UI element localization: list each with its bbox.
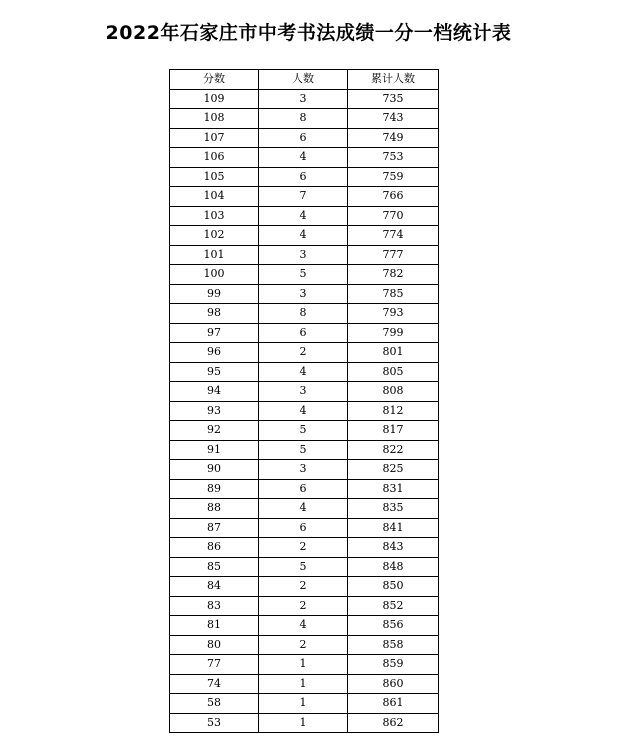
cell-count: 2 <box>259 596 348 616</box>
cell-score: 101 <box>170 245 259 265</box>
cell-score: 92 <box>170 421 259 441</box>
cell-score: 91 <box>170 440 259 460</box>
cell-count: 6 <box>259 128 348 148</box>
cell-count: 8 <box>259 109 348 129</box>
cell-score: 107 <box>170 128 259 148</box>
cell-cumulative: 856 <box>348 616 439 636</box>
table-row <box>170 518 439 538</box>
cell-cumulative: 808 <box>348 382 439 402</box>
cell-count: 3 <box>259 284 348 304</box>
cell-count: 5 <box>259 421 348 441</box>
cell-score: 94 <box>170 382 259 402</box>
cell-cumulative: 848 <box>348 557 439 577</box>
table-row <box>170 167 439 187</box>
cell-score: 109 <box>170 89 259 109</box>
cell-score: 77 <box>170 655 259 675</box>
score-distribution-table <box>169 69 439 733</box>
cell-count: 6 <box>259 323 348 343</box>
cell-count: 2 <box>259 577 348 597</box>
table-row <box>170 401 439 421</box>
cell-score: 106 <box>170 148 259 168</box>
cell-count: 4 <box>259 499 348 519</box>
table-row <box>170 206 439 226</box>
cell-count: 6 <box>259 479 348 499</box>
cell-cumulative: 843 <box>348 538 439 558</box>
cell-count: 8 <box>259 304 348 324</box>
cell-score: 96 <box>170 343 259 363</box>
cell-score: 80 <box>170 635 259 655</box>
cell-cumulative: 812 <box>348 401 439 421</box>
table-row <box>170 557 439 577</box>
cell-cumulative: 735 <box>348 89 439 109</box>
table-row <box>170 694 439 714</box>
table-row <box>170 655 439 675</box>
table-row <box>170 674 439 694</box>
cell-score: 105 <box>170 167 259 187</box>
cell-score: 58 <box>170 694 259 714</box>
cell-cumulative: 753 <box>348 148 439 168</box>
cell-score: 93 <box>170 401 259 421</box>
cell-cumulative: 858 <box>348 635 439 655</box>
cell-score: 84 <box>170 577 259 597</box>
cell-score: 74 <box>170 674 259 694</box>
cell-count: 2 <box>259 343 348 363</box>
table-row <box>170 265 439 285</box>
table-row <box>170 109 439 129</box>
cell-count: 1 <box>259 694 348 714</box>
cell-score: 90 <box>170 460 259 480</box>
table-row <box>170 128 439 148</box>
table-row <box>170 460 439 480</box>
cell-cumulative: 835 <box>348 499 439 519</box>
cell-cumulative: 770 <box>348 206 439 226</box>
cell-cumulative: 825 <box>348 460 439 480</box>
cell-count: 5 <box>259 265 348 285</box>
table-row <box>170 635 439 655</box>
table-row <box>170 304 439 324</box>
cell-count: 3 <box>259 460 348 480</box>
cell-count: 4 <box>259 401 348 421</box>
table-row <box>170 596 439 616</box>
cell-cumulative: 799 <box>348 323 439 343</box>
cell-count: 4 <box>259 206 348 226</box>
cell-score: 88 <box>170 499 259 519</box>
table-row <box>170 499 439 519</box>
cell-cumulative: 862 <box>348 713 439 733</box>
cell-count: 4 <box>259 362 348 382</box>
table-row <box>170 226 439 246</box>
cell-cumulative: 852 <box>348 596 439 616</box>
cell-cumulative: 749 <box>348 128 439 148</box>
table-row <box>170 343 439 363</box>
cell-count: 7 <box>259 187 348 207</box>
cell-cumulative: 766 <box>348 187 439 207</box>
cell-count: 6 <box>259 167 348 187</box>
cell-count: 4 <box>259 616 348 636</box>
table-row <box>170 382 439 402</box>
cell-score: 108 <box>170 109 259 129</box>
table-row <box>170 148 439 168</box>
header-cumulative: 累计人数 <box>348 70 439 90</box>
cell-score: 95 <box>170 362 259 382</box>
table-row <box>170 362 439 382</box>
cell-cumulative: 859 <box>348 655 439 675</box>
cell-cumulative: 801 <box>348 343 439 363</box>
cell-count: 4 <box>259 226 348 246</box>
cell-count: 4 <box>259 148 348 168</box>
cell-count: 2 <box>259 538 348 558</box>
table-row <box>170 421 439 441</box>
cell-cumulative: 785 <box>348 284 439 304</box>
cell-score: 53 <box>170 713 259 733</box>
table-row <box>170 284 439 304</box>
cell-count: 6 <box>259 518 348 538</box>
cell-cumulative: 793 <box>348 304 439 324</box>
table-row <box>170 713 439 733</box>
table-row <box>170 440 439 460</box>
cell-count: 3 <box>259 382 348 402</box>
cell-score: 98 <box>170 304 259 324</box>
cell-score: 83 <box>170 596 259 616</box>
table-header-row <box>170 70 439 90</box>
cell-score: 99 <box>170 284 259 304</box>
cell-cumulative: 850 <box>348 577 439 597</box>
cell-count: 1 <box>259 674 348 694</box>
cell-cumulative: 743 <box>348 109 439 129</box>
cell-cumulative: 822 <box>348 440 439 460</box>
cell-count: 3 <box>259 245 348 265</box>
cell-cumulative: 841 <box>348 518 439 538</box>
table-row <box>170 187 439 207</box>
header-count: 人数 <box>259 70 348 90</box>
cell-score: 85 <box>170 557 259 577</box>
cell-score: 100 <box>170 265 259 285</box>
cell-count: 5 <box>259 557 348 577</box>
cell-count: 1 <box>259 713 348 733</box>
cell-count: 2 <box>259 635 348 655</box>
cell-cumulative: 817 <box>348 421 439 441</box>
cell-score: 87 <box>170 518 259 538</box>
cell-count: 5 <box>259 440 348 460</box>
cell-count: 3 <box>259 89 348 109</box>
cell-score: 103 <box>170 206 259 226</box>
cell-cumulative: 831 <box>348 479 439 499</box>
header-score: 分数 <box>170 70 259 90</box>
table-row <box>170 616 439 636</box>
cell-cumulative: 805 <box>348 362 439 382</box>
table-row <box>170 245 439 265</box>
cell-score: 89 <box>170 479 259 499</box>
table-row <box>170 89 439 109</box>
table-row <box>170 538 439 558</box>
cell-score: 97 <box>170 323 259 343</box>
cell-score: 102 <box>170 226 259 246</box>
table-row <box>170 577 439 597</box>
page-title: 2022年石家庄市中考书法成绩一分一档统计表 <box>105 22 512 44</box>
cell-cumulative: 774 <box>348 226 439 246</box>
cell-score: 86 <box>170 538 259 558</box>
cell-count: 1 <box>259 655 348 675</box>
cell-cumulative: 860 <box>348 674 439 694</box>
cell-score: 104 <box>170 187 259 207</box>
cell-cumulative: 777 <box>348 245 439 265</box>
cell-cumulative: 861 <box>348 694 439 714</box>
table-row <box>170 323 439 343</box>
cell-score: 81 <box>170 616 259 636</box>
cell-cumulative: 759 <box>348 167 439 187</box>
cell-cumulative: 782 <box>348 265 439 285</box>
table-row <box>170 479 439 499</box>
